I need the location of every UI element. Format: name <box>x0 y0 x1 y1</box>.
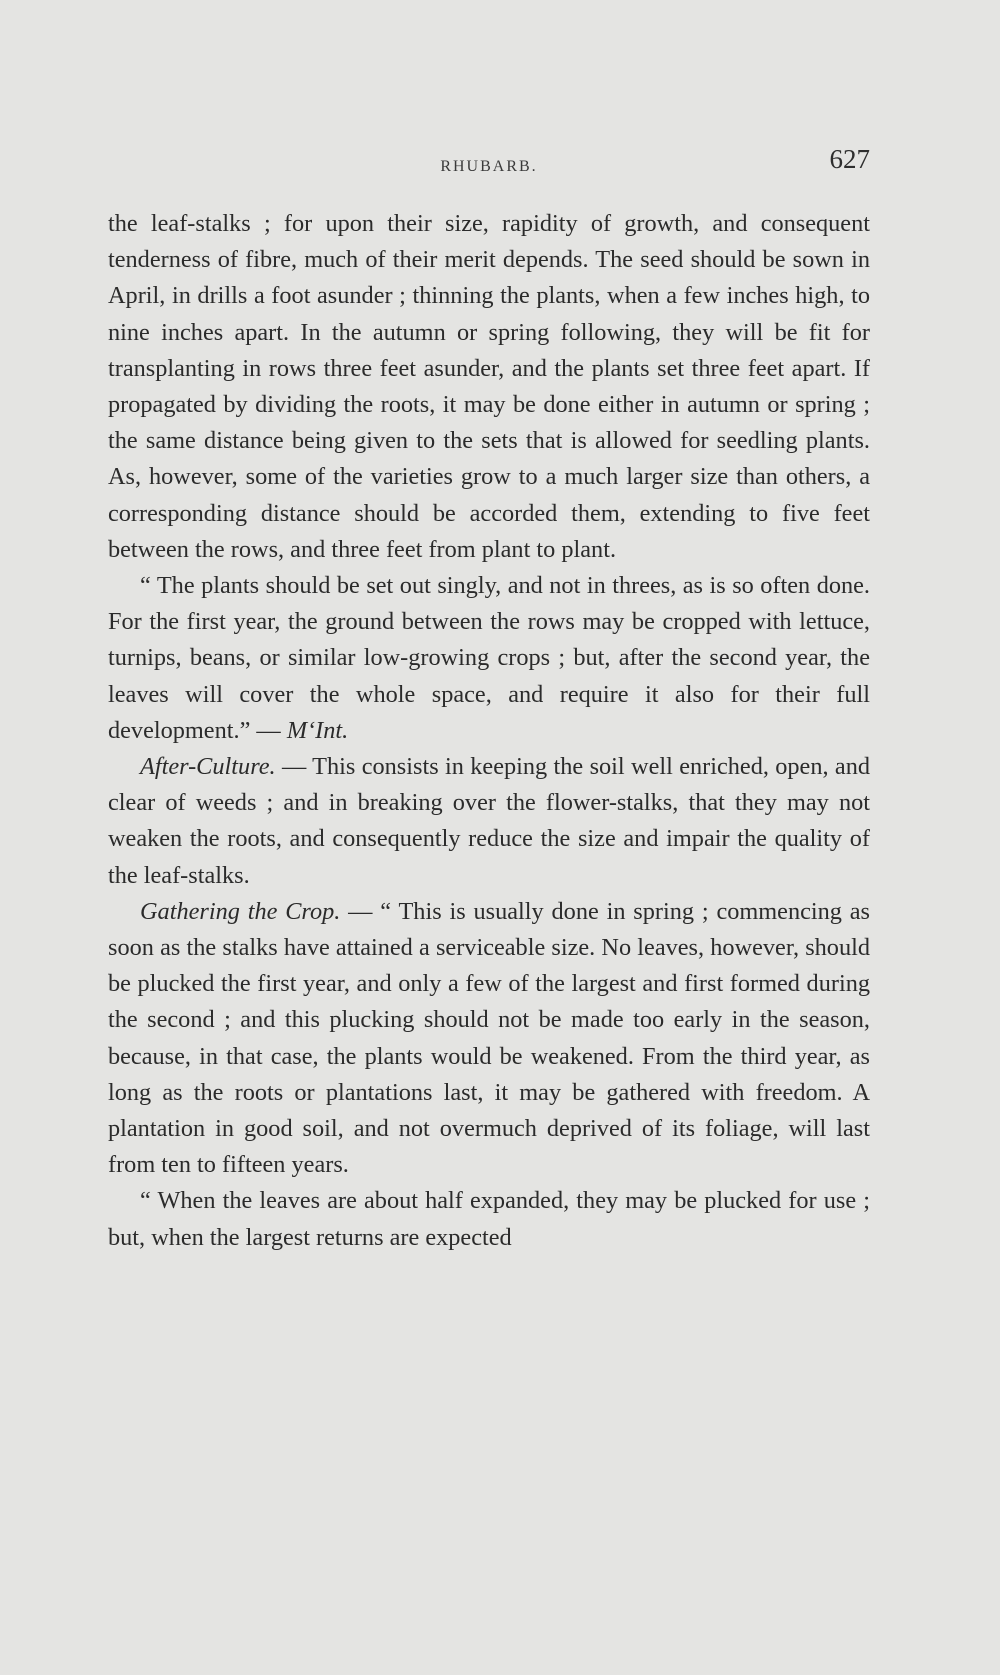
book-page <box>108 144 870 1256</box>
running-title: RHUBARB. <box>440 158 538 175</box>
paragraph-text: — This consists in keeping the soil well enriched, open, and clear of weeds ; and in breaking over the flower-stalks, that they may not weaken the roots, and consequently reduce the size and impair the quality of the leaf-stalks. <box>108 753 870 889</box>
paragraph-text: the leaf-stalks ; for upon their size, rapidity of growth, and consequent tenderness of fibre, much of their merit depends. The seed should be sown in April, in drills a foot asunder ; thinning the plants, when a few inches high, to nine inches apart. In the autumn or spring following, they will be fit for transplanting in rows three feet asunder, and the plants set three feet apart. If propagated by dividing the roots, it may be done either in autumn or spring ; the same distance being given to the sets that is allowed for seedling plants. As, however, some of the varieties grow to a much larger size than others, a corresponding distance should be accorded them, extending to five feet between the rows, and three feet from plant to plant. <box>108 210 870 563</box>
paragraph-after-culture <box>108 749 870 894</box>
section-lead: After-Culture. <box>140 753 276 781</box>
paragraph-leaves-quote <box>108 1183 870 1255</box>
paragraph-gathering-crop <box>108 894 870 1184</box>
paragraph-continuation <box>108 206 870 568</box>
section-lead: Gathering the Crop. <box>140 897 341 925</box>
paragraph-text: — “ This is usually done in spring ; commencing as soon as the stalks have attained a serviceable size. No leaves, however, should be plucked the first year, and only a few of the largest and first formed during the second ; and this plucking should not be made too early in the season, because, in that case, the plants would be weakened. From the third year, as long as the roots or plantations last, it may be gathered with freedom. A plantation in good soil, and not overmuch deprived of its foliage, will last from ten to fifteen years. <box>108 897 870 1179</box>
page-number: 627 <box>829 144 870 174</box>
paragraph-planting-quote <box>108 568 870 749</box>
running-head <box>108 144 870 184</box>
body-text <box>108 206 870 1256</box>
paragraph-text: “ When the leaves are about half expanded, they may be plucked for use ; but, when the largest returns are expected <box>108 1187 870 1251</box>
quote-attribution: M‘Int. <box>286 716 349 744</box>
paragraph-text: “ The plants should be set out singly, and not in threes, as is so often done. For the first year, the ground between the rows may be cropped with lettuce, turnips, beans, or similar low-growing crops ; but, after the second year, the leaves will cover the whole space, and require it also for their full development.” — <box>108 572 870 744</box>
